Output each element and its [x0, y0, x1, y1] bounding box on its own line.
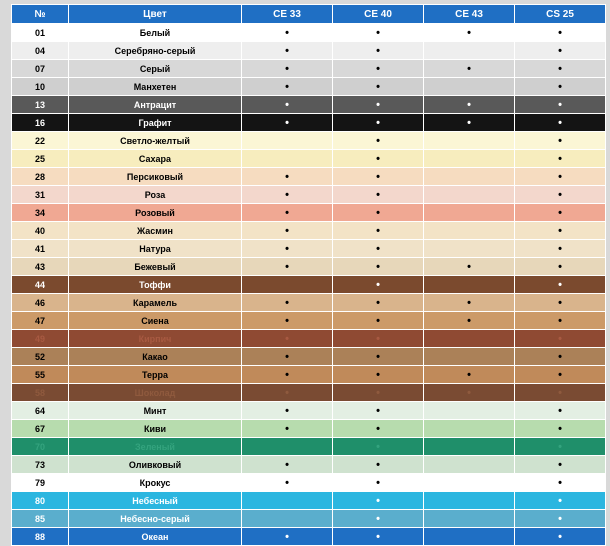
- cell-mark-ce33: •: [242, 114, 333, 132]
- cell-mark-ce43: [424, 204, 515, 222]
- table-row: [12, 258, 606, 276]
- cell-mark-cs25: •: [515, 366, 606, 384]
- table-row: [12, 294, 606, 312]
- cell-mark-ce43: [424, 186, 515, 204]
- table-row: [12, 60, 606, 78]
- cell-color-number: 10: [12, 78, 69, 96]
- cell-mark-ce43: [424, 528, 515, 546]
- cell-color-name: Терра: [69, 366, 242, 384]
- table-row: [12, 24, 606, 42]
- cell-mark-ce43: [424, 78, 515, 96]
- cell-mark-ce40: •: [333, 438, 424, 456]
- cell-mark-ce43: [424, 240, 515, 258]
- cell-mark-ce40: •: [333, 312, 424, 330]
- cell-color-name: Какао: [69, 348, 242, 366]
- column-header-number[interactable]: №: [12, 5, 69, 24]
- cell-mark-ce33: •: [242, 168, 333, 186]
- cell-color-name: Крокус: [69, 474, 242, 492]
- table-row: [12, 96, 606, 114]
- cell-color-name: Розовый: [69, 204, 242, 222]
- table-row: [12, 276, 606, 294]
- table-row: [12, 348, 606, 366]
- cell-mark-cs25: •: [515, 96, 606, 114]
- table-row: [12, 420, 606, 438]
- table-row: [12, 42, 606, 60]
- cell-mark-ce40: •: [333, 384, 424, 402]
- color-chart-sheet: [11, 4, 599, 546]
- cell-color-name: Натура: [69, 240, 242, 258]
- cell-mark-cs25: •: [515, 222, 606, 240]
- cell-mark-ce33: •: [242, 42, 333, 60]
- table-body: [12, 24, 606, 546]
- cell-mark-ce40: •: [333, 204, 424, 222]
- cell-mark-ce33: •: [242, 366, 333, 384]
- cell-color-number: 41: [12, 240, 69, 258]
- cell-mark-ce33: [242, 276, 333, 294]
- cell-mark-ce40: •: [333, 96, 424, 114]
- cell-color-number: 01: [12, 24, 69, 42]
- cell-mark-ce40: •: [333, 528, 424, 546]
- table-row: [12, 528, 606, 546]
- table-row: [12, 186, 606, 204]
- cell-color-name: Белый: [69, 24, 242, 42]
- cell-color-number: 47: [12, 312, 69, 330]
- cell-mark-ce43: •: [424, 24, 515, 42]
- cell-mark-ce40: •: [333, 420, 424, 438]
- cell-mark-ce40: •: [333, 114, 424, 132]
- column-header-ce33[interactable]: CE 33: [242, 5, 333, 24]
- cell-mark-ce40: •: [333, 474, 424, 492]
- cell-color-number: 88: [12, 528, 69, 546]
- cell-mark-cs25: •: [515, 528, 606, 546]
- cell-mark-ce43: [424, 330, 515, 348]
- table-row: [12, 240, 606, 258]
- cell-color-name: Жасмин: [69, 222, 242, 240]
- cell-mark-ce43: [424, 456, 515, 474]
- cell-color-number: 67: [12, 420, 69, 438]
- table-row: [12, 438, 606, 456]
- cell-mark-ce43: •: [424, 312, 515, 330]
- cell-mark-ce33: •: [242, 330, 333, 348]
- cell-mark-ce33: •: [242, 60, 333, 78]
- cell-mark-ce33: •: [242, 186, 333, 204]
- table-row: [12, 150, 606, 168]
- table-row: [12, 366, 606, 384]
- cell-mark-ce43: [424, 222, 515, 240]
- cell-mark-ce33: •: [242, 348, 333, 366]
- cell-mark-ce33: [242, 438, 333, 456]
- cell-color-name: Роза: [69, 186, 242, 204]
- cell-color-name: Океан: [69, 528, 242, 546]
- cell-color-name: Антрацит: [69, 96, 242, 114]
- cell-color-name: Шоколад: [69, 384, 242, 402]
- cell-mark-cs25: •: [515, 132, 606, 150]
- cell-mark-ce40: •: [333, 276, 424, 294]
- cell-color-name: Персиковый: [69, 168, 242, 186]
- cell-mark-ce33: •: [242, 204, 333, 222]
- cell-mark-ce43: [424, 438, 515, 456]
- cell-mark-ce43: [424, 150, 515, 168]
- column-header-cs25[interactable]: CS 25: [515, 5, 606, 24]
- table-row: [12, 312, 606, 330]
- cell-mark-ce40: •: [333, 258, 424, 276]
- cell-mark-ce33: •: [242, 222, 333, 240]
- cell-mark-ce40: •: [333, 366, 424, 384]
- cell-mark-ce40: •: [333, 456, 424, 474]
- cell-mark-ce33: [242, 492, 333, 510]
- cell-mark-ce40: •: [333, 348, 424, 366]
- cell-mark-ce40: •: [333, 78, 424, 96]
- cell-mark-cs25: •: [515, 312, 606, 330]
- cell-mark-cs25: •: [515, 150, 606, 168]
- cell-mark-cs25: •: [515, 240, 606, 258]
- cell-color-name: Манхетен: [69, 78, 242, 96]
- cell-color-number: 43: [12, 258, 69, 276]
- cell-mark-ce40: •: [333, 330, 424, 348]
- cell-mark-ce43: [424, 276, 515, 294]
- cell-mark-cs25: •: [515, 510, 606, 528]
- cell-mark-cs25: •: [515, 294, 606, 312]
- cell-color-name: Небесный: [69, 492, 242, 510]
- table-header-row: [12, 5, 606, 24]
- cell-mark-cs25: •: [515, 78, 606, 96]
- cell-mark-cs25: •: [515, 474, 606, 492]
- color-chart-table: [11, 4, 606, 546]
- cell-mark-ce33: •: [242, 312, 333, 330]
- cell-mark-ce43: •: [424, 60, 515, 78]
- cell-color-number: 44: [12, 276, 69, 294]
- cell-color-name: Графит: [69, 114, 242, 132]
- cell-mark-ce40: •: [333, 42, 424, 60]
- cell-color-name: Карамель: [69, 294, 242, 312]
- cell-mark-ce33: •: [242, 24, 333, 42]
- cell-mark-cs25: •: [515, 330, 606, 348]
- cell-mark-ce33: [242, 132, 333, 150]
- cell-mark-ce33: •: [242, 294, 333, 312]
- cell-color-name: Сиена: [69, 312, 242, 330]
- cell-color-name: Бежевый: [69, 258, 242, 276]
- cell-mark-ce40: •: [333, 132, 424, 150]
- cell-mark-ce33: •: [242, 456, 333, 474]
- cell-mark-ce40: •: [333, 168, 424, 186]
- cell-color-name: Кирпич: [69, 330, 242, 348]
- cell-color-number: 31: [12, 186, 69, 204]
- cell-color-name: Минт: [69, 402, 242, 420]
- cell-mark-ce33: [242, 150, 333, 168]
- cell-color-number: 49: [12, 330, 69, 348]
- cell-mark-ce33: •: [242, 96, 333, 114]
- cell-mark-ce40: •: [333, 240, 424, 258]
- table-row: [12, 222, 606, 240]
- cell-color-number: 28: [12, 168, 69, 186]
- table-row: [12, 474, 606, 492]
- cell-color-number: 04: [12, 42, 69, 60]
- cell-mark-ce33: •: [242, 402, 333, 420]
- table-row: [12, 402, 606, 420]
- cell-mark-ce40: •: [333, 24, 424, 42]
- cell-mark-cs25: •: [515, 402, 606, 420]
- cell-color-name: Серебряно-серый: [69, 42, 242, 60]
- cell-mark-ce40: •: [333, 402, 424, 420]
- cell-color-name: Светло-желтый: [69, 132, 242, 150]
- cell-mark-ce33: •: [242, 240, 333, 258]
- cell-color-name: Киви: [69, 420, 242, 438]
- column-header-color[interactable]: Цвет: [69, 5, 242, 24]
- table-row: [12, 330, 606, 348]
- cell-color-number: 64: [12, 402, 69, 420]
- cell-mark-ce43: [424, 420, 515, 438]
- table-row: [12, 456, 606, 474]
- table-row: [12, 384, 606, 402]
- cell-mark-cs25: •: [515, 60, 606, 78]
- cell-mark-ce40: •: [333, 510, 424, 528]
- cell-color-name: Зеленый: [69, 438, 242, 456]
- cell-mark-cs25: •: [515, 24, 606, 42]
- cell-mark-cs25: •: [515, 438, 606, 456]
- cell-mark-ce43: [424, 132, 515, 150]
- table-row: [12, 132, 606, 150]
- table-row: [12, 168, 606, 186]
- cell-mark-ce43: [424, 402, 515, 420]
- cell-mark-cs25: •: [515, 186, 606, 204]
- cell-color-number: 25: [12, 150, 69, 168]
- cell-mark-ce40: •: [333, 186, 424, 204]
- table-head: [12, 5, 606, 24]
- cell-color-number: 80: [12, 492, 69, 510]
- cell-color-name: Небесно-серый: [69, 510, 242, 528]
- cell-mark-cs25: •: [515, 168, 606, 186]
- cell-mark-cs25: •: [515, 42, 606, 60]
- cell-mark-ce33: •: [242, 420, 333, 438]
- cell-mark-ce43: [424, 492, 515, 510]
- cell-mark-ce33: •: [242, 528, 333, 546]
- cell-mark-ce43: •: [424, 258, 515, 276]
- table-row: [12, 78, 606, 96]
- cell-color-number: 52: [12, 348, 69, 366]
- table-row: [12, 510, 606, 528]
- cell-mark-cs25: •: [515, 348, 606, 366]
- cell-color-number: 46: [12, 294, 69, 312]
- cell-color-number: 40: [12, 222, 69, 240]
- cell-mark-ce33: •: [242, 78, 333, 96]
- cell-color-number: 16: [12, 114, 69, 132]
- cell-mark-ce40: •: [333, 60, 424, 78]
- cell-mark-ce43: [424, 42, 515, 60]
- cell-mark-cs25: •: [515, 114, 606, 132]
- cell-mark-cs25: •: [515, 420, 606, 438]
- column-header-ce40[interactable]: CE 40: [333, 5, 424, 24]
- cell-color-number: 85: [12, 510, 69, 528]
- cell-mark-ce43: •: [424, 366, 515, 384]
- cell-mark-ce40: •: [333, 222, 424, 240]
- cell-color-number: 79: [12, 474, 69, 492]
- cell-color-number: 22: [12, 132, 69, 150]
- cell-color-number: 58: [12, 384, 69, 402]
- cell-mark-ce43: [424, 474, 515, 492]
- cell-mark-ce33: [242, 510, 333, 528]
- cell-mark-ce43: •: [424, 384, 515, 402]
- cell-mark-cs25: •: [515, 276, 606, 294]
- cell-mark-ce33: •: [242, 474, 333, 492]
- cell-mark-cs25: •: [515, 384, 606, 402]
- cell-color-number: 07: [12, 60, 69, 78]
- cell-color-number: 73: [12, 456, 69, 474]
- cell-mark-ce43: [424, 348, 515, 366]
- cell-mark-ce43: •: [424, 294, 515, 312]
- cell-mark-ce33: •: [242, 384, 333, 402]
- cell-mark-ce40: •: [333, 294, 424, 312]
- cell-mark-cs25: •: [515, 258, 606, 276]
- cell-mark-cs25: •: [515, 456, 606, 474]
- cell-color-name: Сахара: [69, 150, 242, 168]
- table-row: [12, 114, 606, 132]
- cell-mark-ce43: •: [424, 114, 515, 132]
- cell-color-number: 70: [12, 438, 69, 456]
- cell-color-name: Оливковый: [69, 456, 242, 474]
- cell-color-number: 34: [12, 204, 69, 222]
- cell-mark-cs25: •: [515, 492, 606, 510]
- cell-mark-ce40: •: [333, 492, 424, 510]
- table-row: [12, 204, 606, 222]
- cell-color-name: Тоффи: [69, 276, 242, 294]
- cell-mark-ce43: •: [424, 96, 515, 114]
- cell-mark-ce33: •: [242, 258, 333, 276]
- table-row: [12, 492, 606, 510]
- cell-mark-ce43: [424, 168, 515, 186]
- cell-color-number: 55: [12, 366, 69, 384]
- cell-color-number: 13: [12, 96, 69, 114]
- cell-mark-cs25: •: [515, 204, 606, 222]
- cell-color-name: Серый: [69, 60, 242, 78]
- cell-mark-ce43: [424, 510, 515, 528]
- column-header-ce43[interactable]: CE 43: [424, 5, 515, 24]
- cell-mark-ce40: •: [333, 150, 424, 168]
